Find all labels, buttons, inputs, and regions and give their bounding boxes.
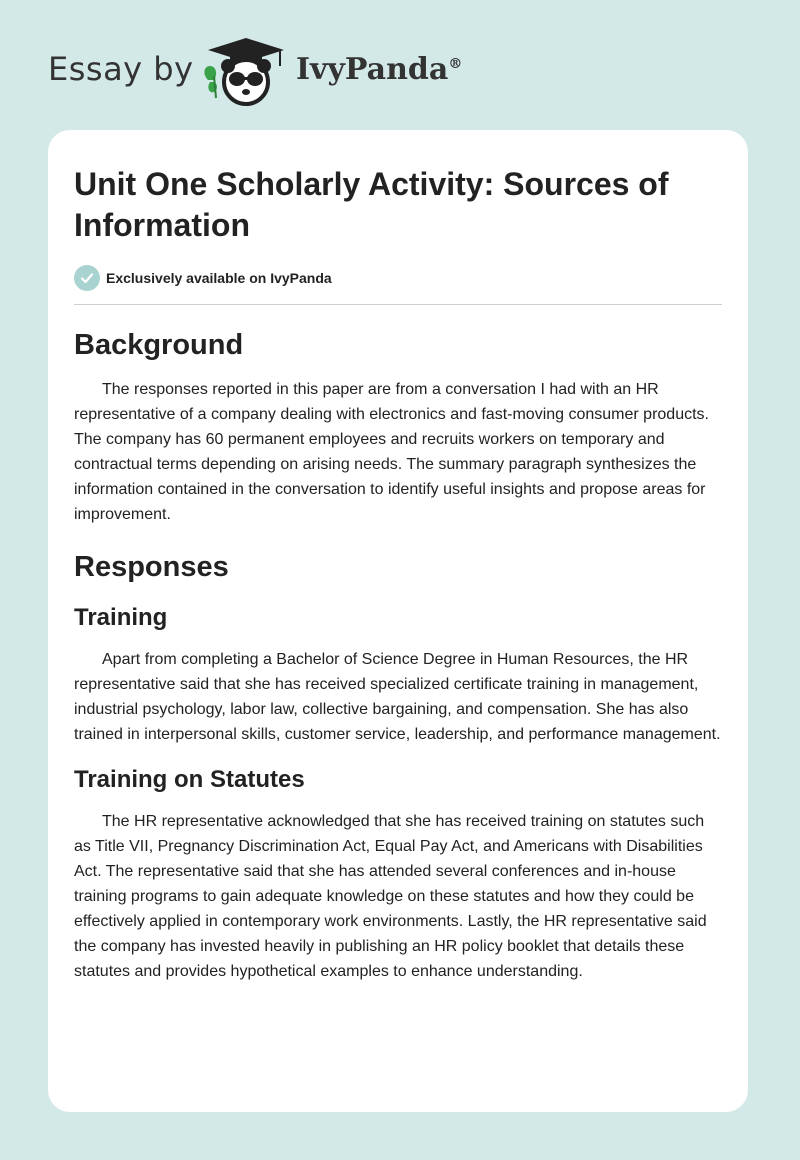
heading-responses: Responses [74, 551, 229, 583]
site-header [0, 0, 800, 130]
heading-training-statutes: Training on Statutes [74, 766, 305, 793]
heading-training: Training [74, 604, 168, 631]
essay-card [48, 130, 748, 1112]
page-title: Unit One Scholarly Activity: Sources of Information [74, 166, 669, 243]
exclusive-label: Exclusively available on IvyPanda [106, 270, 332, 286]
divider [74, 304, 722, 305]
paragraph-training: Apart from completing a Bachelor of Science Degree in Human Resources, the HR representative said that she has received specialized certificate training in management, industrial psychology, labor law, collective bargaining, and compensation. She has also trained in interpersonal skills, customer service, leadership, and performance management. [74, 651, 721, 743]
panda-logo-icon[interactable] [200, 36, 292, 108]
ivypanda-wordmark[interactable]: IvyPanda® [296, 52, 463, 87]
check-circle-icon [74, 265, 100, 291]
exclusive-badge [74, 264, 722, 292]
heading-background: Background [74, 329, 244, 361]
essay-by-label: Essay by [48, 50, 194, 88]
paragraph-training-statutes: The HR representative acknowledged that she has received training on statutes such as Title VII, Pregnancy Discrimination Act, Equal Pay Act, and Americans with Disabilities Act. The representative said that she has attended several conferences and in-house training programs to gain adequate knowledge on these statutes and how they could be effectively applied in contemporary work environments. Lastly, the HR representative said the company has invested heavily in publishing an HR policy booklet that details these statutes and provides hypothetical examples to enhance understanding. [74, 813, 707, 980]
paragraph-background: The responses reported in this paper are from a conversation I had with an HR representative of a company dealing with electronics and fast-moving consumer products. The company has 60 permanent employees and recruits workers on temporary and contractual terms depending on arising needs. The summary paragraph synthesizes the information contained in the conversation to identify useful insights and propose areas for improvement. [74, 381, 709, 523]
